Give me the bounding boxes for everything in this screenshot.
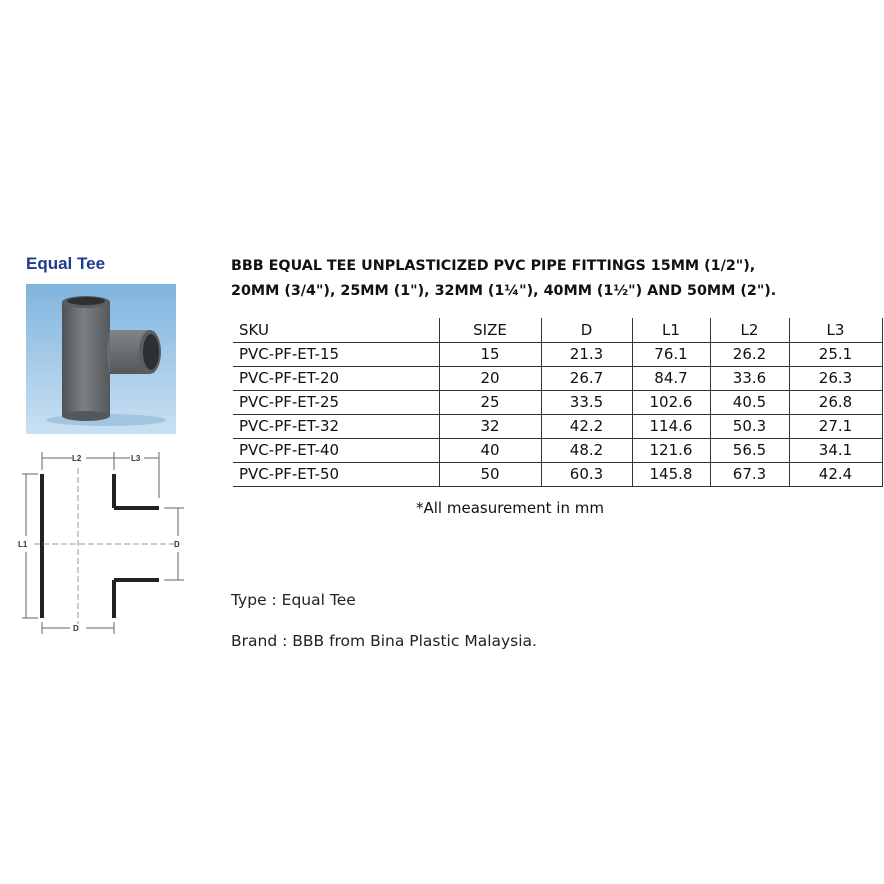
- cell-size: 40: [439, 438, 541, 462]
- cell-d: 26.7: [541, 366, 632, 390]
- cell-sku: PVC-PF-ET-32: [233, 414, 439, 438]
- col-header-sku: SKU: [233, 318, 439, 342]
- cell-size: 25: [439, 390, 541, 414]
- cell-l3: 34.1: [789, 438, 882, 462]
- table-row: [233, 390, 882, 414]
- cell-l3: 26.8: [789, 390, 882, 414]
- table-header-row: [233, 318, 882, 342]
- spec-table: [233, 318, 883, 487]
- type-line: Type : Equal Tee: [231, 591, 356, 609]
- title-line-1: BBB EQUAL TEE UNPLASTICIZED PVC PIPE FITTINGS 15MM (1/2"),: [231, 258, 756, 274]
- dim-label-l2: L2: [72, 454, 82, 463]
- product-photo: [26, 284, 176, 434]
- cell-d: 42.2: [541, 414, 632, 438]
- cell-l1: 102.6: [632, 390, 710, 414]
- col-header-l1: L1: [632, 318, 710, 342]
- cell-l2: 67.3: [710, 462, 789, 486]
- table-row: [233, 414, 882, 438]
- cell-sku: PVC-PF-ET-15: [233, 342, 439, 366]
- cell-sku: PVC-PF-ET-25: [233, 390, 439, 414]
- dimension-diagram: [14, 448, 194, 643]
- cell-l3: 25.1: [789, 342, 882, 366]
- product-label: Equal Tee: [26, 254, 106, 273]
- cell-sku: PVC-PF-ET-20: [233, 366, 439, 390]
- dim-label-d-side: D: [174, 540, 180, 549]
- table-row: [233, 438, 882, 462]
- cell-l1: 84.7: [632, 366, 710, 390]
- cell-size: 50: [439, 462, 541, 486]
- cell-l1: 114.6: [632, 414, 710, 438]
- cell-d: 21.3: [541, 342, 632, 366]
- table-row: [233, 366, 882, 390]
- cell-l2: 26.2: [710, 342, 789, 366]
- cell-d: 48.2: [541, 438, 632, 462]
- col-header-l2: L2: [710, 318, 789, 342]
- title-line-2: 20MM (3/4"), 25MM (1"), 32MM (1¼"), 40MM (1½") AND 50MM (2").: [231, 283, 777, 299]
- cell-l2: 56.5: [710, 438, 789, 462]
- cell-size: 32: [439, 414, 541, 438]
- cell-l3: 26.3: [789, 366, 882, 390]
- dim-label-l3: L3: [131, 454, 141, 463]
- col-header-l3: L3: [789, 318, 882, 342]
- cell-d: 33.5: [541, 390, 632, 414]
- cell-l3: 42.4: [789, 462, 882, 486]
- col-header-size: SIZE: [439, 318, 541, 342]
- cell-sku: PVC-PF-ET-50: [233, 462, 439, 486]
- cell-size: 15: [439, 342, 541, 366]
- dim-label-d-bottom: D: [73, 624, 79, 633]
- cell-l1: 145.8: [632, 462, 710, 486]
- measurement-note: *All measurement in mm: [416, 499, 604, 517]
- cell-size: 20: [439, 366, 541, 390]
- brand-line: Brand : BBB from Bina Plastic Malaysia.: [231, 632, 537, 650]
- product-title: [231, 254, 871, 304]
- col-header-d: D: [541, 318, 632, 342]
- cell-l2: 33.6: [710, 366, 789, 390]
- dim-label-l1: L1: [18, 540, 28, 549]
- cell-l2: 50.3: [710, 414, 789, 438]
- table-row: [233, 462, 882, 486]
- cell-l1: 76.1: [632, 342, 710, 366]
- table-row: [233, 342, 882, 366]
- cell-sku: PVC-PF-ET-40: [233, 438, 439, 462]
- cell-l1: 121.6: [632, 438, 710, 462]
- cell-d: 60.3: [541, 462, 632, 486]
- cell-l2: 40.5: [710, 390, 789, 414]
- cell-l3: 27.1: [789, 414, 882, 438]
- tee-fitting-photo-icon: [26, 284, 176, 434]
